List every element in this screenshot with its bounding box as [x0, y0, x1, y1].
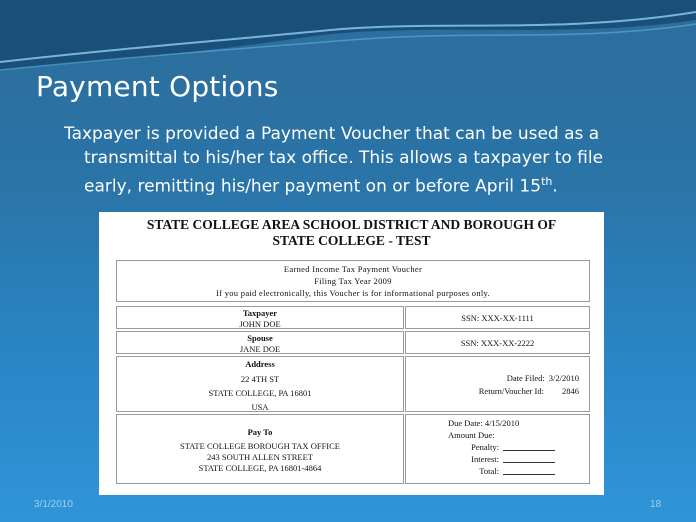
- bullet-end: .: [552, 176, 558, 197]
- address-line-2: STATE COLLEGE, PA 16801: [208, 388, 312, 398]
- total-label: Total:: [479, 466, 499, 476]
- amount-box: [405, 414, 590, 484]
- bullet-line-2: transmittal to his/her tax office. This allows a taxpayer to file: [84, 148, 604, 168]
- date-filed-value: 3/2/2010: [548, 373, 579, 383]
- footer-date: 3/1/2010: [34, 499, 73, 510]
- return-id-value: 2846: [562, 386, 579, 396]
- taxpayer-ssn-box: [405, 306, 590, 329]
- penalty-row: [406, 442, 589, 453]
- filing-tax-year: Filing Tax Year 2009: [314, 276, 392, 286]
- taxpayer-ssn: SSN: XXX-XX-1111: [461, 313, 534, 323]
- address-box: [116, 356, 404, 412]
- interest-label: Interest:: [471, 454, 499, 464]
- payto-line-3: STATE COLLEGE, PA 16801-4864: [198, 463, 322, 473]
- voucher-heading-line-1: STATE COLLEGE AREA SCHOOL DISTRICT AND BOROUGH OF: [146, 217, 557, 232]
- bullet-text: [64, 122, 664, 199]
- bullet-superscript: th: [541, 175, 553, 188]
- bullet-line-3: [64, 170, 664, 199]
- penalty-blank: [503, 442, 555, 451]
- slide-title: Payment Options: [36, 70, 279, 103]
- spouse-name: JANE DOE: [239, 344, 281, 354]
- decorative-wave: [0, 0, 696, 80]
- bullet-line-3-text: early, remitting his/her payment on or before April 15: [84, 176, 542, 197]
- interest-blank: [503, 454, 555, 463]
- spouse-ssn-box: [405, 331, 590, 354]
- total-blank: [503, 466, 555, 475]
- spouse-ssn: SSN: XXX-XX-2222: [460, 338, 535, 348]
- taxpayer-label: Taxpayer: [242, 308, 278, 318]
- payto-box: [116, 414, 404, 484]
- spouse-box: [116, 331, 404, 354]
- payto-line-2: 243 SOUTH ALLEN STREET: [206, 452, 313, 462]
- payment-voucher-image: [99, 212, 604, 495]
- amount-due-label: Amount Due:: [448, 430, 495, 440]
- return-id-row: [406, 386, 579, 397]
- footer-page-number: 18: [650, 499, 662, 510]
- date-filed-row: [406, 373, 579, 384]
- date-filed-label: Date Filed:: [506, 373, 545, 383]
- voucher-heading: [99, 217, 604, 249]
- taxpayer-name: JOHN DOE: [239, 319, 281, 329]
- voucher-subheader-box: [116, 260, 590, 302]
- voucher-heading-line-2: STATE COLLEGE - TEST: [272, 233, 431, 248]
- payto-label: Pay To: [247, 427, 273, 437]
- bullet-line-1: Taxpayer is provided a Payment Voucher that can be used as a: [64, 124, 600, 144]
- due-date: Due Date: 4/15/2010: [448, 418, 520, 428]
- spouse-label: Spouse: [247, 333, 273, 343]
- filing-info-box: [405, 356, 590, 412]
- payto-line-1: STATE COLLEGE BOROUGH TAX OFFICE: [180, 441, 340, 451]
- address-line-3: USA: [251, 402, 269, 412]
- voucher-type: Earned Income Tax Payment Voucher: [283, 264, 423, 274]
- address-label: Address: [245, 359, 275, 369]
- penalty-label: Penalty:: [471, 442, 499, 452]
- return-id-label: Return/Voucher Id:: [478, 386, 544, 396]
- interest-row: [406, 454, 589, 465]
- electronic-note: If you paid electronically, this Voucher is for informational purposes only.: [216, 288, 490, 298]
- taxpayer-box: [116, 306, 404, 329]
- total-row: [406, 466, 589, 477]
- address-line-1: 22 4TH ST: [240, 374, 280, 384]
